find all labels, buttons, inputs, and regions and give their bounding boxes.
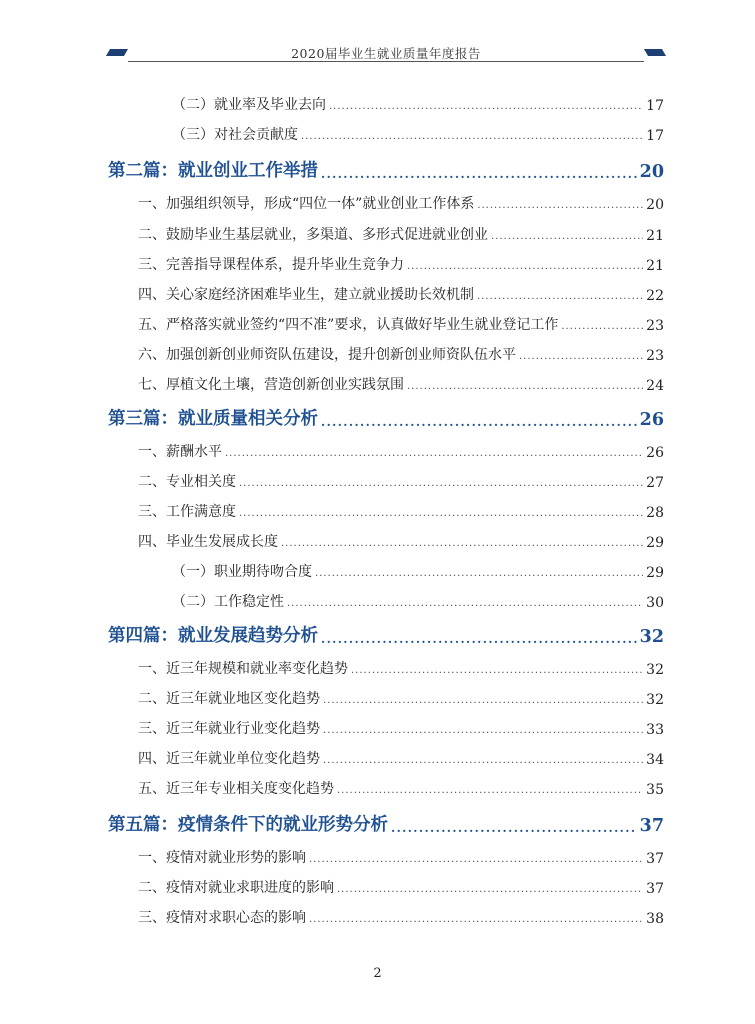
toc-subsection-title: （一）职业期待吻合度 — [172, 564, 312, 580]
toc-section-page: 37 — [646, 851, 664, 867]
dot-leader — [519, 350, 643, 364]
dot-leader — [337, 883, 643, 897]
dot-leader — [281, 537, 643, 551]
toc-section-title: 一、薪酬水平 — [138, 444, 222, 460]
toc-section-row[interactable] — [138, 471, 664, 491]
dot-leader — [477, 290, 643, 304]
toc-chapter-title: 第五篇：疫情条件下的就业形势分析 — [108, 815, 388, 835]
toc-section-title: 三、近三年就业行业变化趋势 — [138, 721, 320, 737]
toc-section-title: 二、鼓励毕业生基层就业，多渠道、多形式促进就业创业 — [138, 227, 488, 243]
toc-section-title: 二、专业相关度 — [138, 474, 236, 490]
toc-section-page: 29 — [646, 535, 664, 551]
dot-leader — [315, 567, 643, 581]
toc-section-page: 35 — [646, 782, 664, 798]
toc-section-title: 四、近三年就业单位变化趋势 — [138, 751, 320, 767]
toc-section-page: 22 — [646, 288, 664, 304]
toc-section-title: 五、严格落实就业签约“四不准”要求，认真做好毕业生就业登记工作 — [138, 317, 559, 333]
toc-section-page: 34 — [646, 752, 664, 768]
toc-subsection-row[interactable] — [172, 124, 664, 144]
dot-leader — [337, 784, 643, 798]
toc-chapter-page: 32 — [639, 627, 664, 647]
toc-subsection-title: （三）对社会贡献度 — [172, 127, 298, 143]
toc-chapter-row[interactable] — [108, 623, 664, 647]
toc-section-row[interactable] — [138, 441, 664, 461]
toc-section-page: 32 — [646, 692, 664, 708]
toc-section-page: 21 — [646, 228, 664, 244]
toc-chapter-row[interactable] — [108, 812, 664, 836]
dot-leader — [407, 260, 643, 274]
dot-leader — [323, 754, 643, 768]
toc-section-row[interactable] — [138, 254, 664, 274]
toc-section-title: 二、疫情对就业求职进度的影响 — [138, 880, 334, 896]
toc-section-page: 37 — [646, 881, 664, 897]
toc-subsection-page: 29 — [646, 565, 664, 581]
dot-leader — [287, 597, 643, 611]
dot-leader — [407, 380, 643, 394]
toc-chapter-page: 37 — [639, 816, 664, 836]
dot-leader — [309, 853, 643, 867]
toc-section-title: 六、加强创新创业师资队伍建设，提升创新创业师资队伍水平 — [138, 347, 516, 363]
toc-subsection-row[interactable] — [172, 94, 664, 114]
toc-subsection-title: （二）就业率及毕业去向 — [172, 97, 326, 113]
toc-section-row[interactable] — [138, 688, 664, 708]
toc-section-title: 四、关心家庭经济困难毕业生，建立就业援助长效机制 — [138, 287, 474, 303]
dot-leader — [561, 320, 643, 334]
dot-leader — [301, 130, 643, 144]
toc-section-title: 一、加强组织领导，形成“四位一体”就业创业工作体系 — [138, 196, 475, 212]
toc-section-title: 三、完善指导课程体系，提升毕业生竞争力 — [138, 257, 404, 273]
toc-chapter-row[interactable] — [108, 158, 664, 182]
dot-leader — [239, 477, 643, 491]
toc-section-page: 24 — [646, 378, 664, 394]
toc-subsection-page: 30 — [646, 595, 664, 611]
dot-leader — [239, 507, 643, 521]
toc-chapter-row[interactable] — [108, 406, 664, 430]
dot-leader — [309, 913, 643, 927]
dot-leader — [351, 664, 643, 678]
header-title: 2020届毕业生就业质量年度报告 — [291, 46, 481, 61]
toc-section-title: 三、工作满意度 — [138, 504, 236, 520]
dot-leader — [491, 230, 643, 244]
toc-section-title: 一、近三年规模和就业率变化趋势 — [138, 661, 348, 677]
toc-section-row[interactable] — [138, 877, 664, 897]
toc-section-page: 26 — [646, 445, 664, 461]
toc-section-page: 32 — [646, 662, 664, 678]
toc-subsection-row[interactable] — [172, 561, 664, 581]
toc-chapter-title: 第三篇：就业质量相关分析 — [108, 409, 318, 429]
toc-section-page: 21 — [646, 258, 664, 274]
toc-section-row[interactable] — [138, 224, 664, 244]
dot-leader — [323, 694, 643, 708]
dot-leader — [321, 166, 637, 182]
toc-section-row[interactable] — [138, 907, 664, 927]
toc-section-row[interactable] — [138, 374, 664, 394]
toc-section-row[interactable] — [138, 658, 664, 678]
toc-section-title: 二、近三年就业地区变化趋势 — [138, 691, 320, 707]
toc-section-title: 五、近三年专业相关度变化趋势 — [138, 781, 334, 797]
toc-section-title: 三、疫情对求职心态的影响 — [138, 910, 306, 926]
toc-section-title: 七、厚植文化土壤，营造创新创业实践氛围 — [138, 377, 404, 393]
toc-chapter-page: 20 — [639, 162, 664, 182]
dot-leader — [321, 631, 637, 647]
toc-section-row[interactable] — [138, 501, 664, 521]
toc-section-row[interactable] — [138, 748, 664, 768]
toc-section-title: 一、疫情对就业形势的影响 — [138, 850, 306, 866]
dot-leader — [323, 724, 643, 738]
toc-chapter-title: 第二篇：就业创业工作举措 — [108, 161, 318, 181]
dot-leader — [329, 100, 643, 114]
dot-leader — [321, 414, 637, 430]
toc-section-page: 38 — [646, 911, 664, 927]
toc-chapter-title: 第四篇：就业发展趋势分析 — [108, 626, 318, 646]
toc-subsection-page: 17 — [646, 128, 664, 144]
toc-section-page: 28 — [646, 505, 664, 521]
dot-leader — [391, 820, 637, 836]
toc-subsection-row[interactable] — [172, 591, 664, 611]
toc-section-row[interactable] — [138, 718, 664, 738]
dot-leader — [477, 199, 643, 213]
toc-section-row[interactable] — [138, 314, 664, 334]
toc-section-row[interactable] — [138, 344, 664, 364]
dot-leader — [225, 447, 643, 461]
toc-section-title: 四、毕业生发展成长度 — [138, 534, 278, 550]
toc-section-row[interactable] — [138, 847, 664, 867]
toc-section-page: 33 — [646, 722, 664, 738]
toc-section-row[interactable] — [138, 284, 664, 304]
toc-section-row[interactable] — [138, 193, 664, 213]
page-number: 2 — [373, 966, 382, 981]
toc-section-page: 20 — [646, 197, 664, 213]
toc-section-page: 23 — [646, 318, 664, 334]
toc-subsection-page: 17 — [646, 98, 664, 114]
toc-section-page: 27 — [646, 475, 664, 491]
toc-section-row[interactable] — [138, 778, 664, 798]
toc-chapter-page: 26 — [639, 410, 664, 430]
toc-section-page: 23 — [646, 348, 664, 364]
toc-section-row[interactable] — [138, 531, 664, 551]
toc-subsection-title: （二）工作稳定性 — [172, 594, 284, 610]
